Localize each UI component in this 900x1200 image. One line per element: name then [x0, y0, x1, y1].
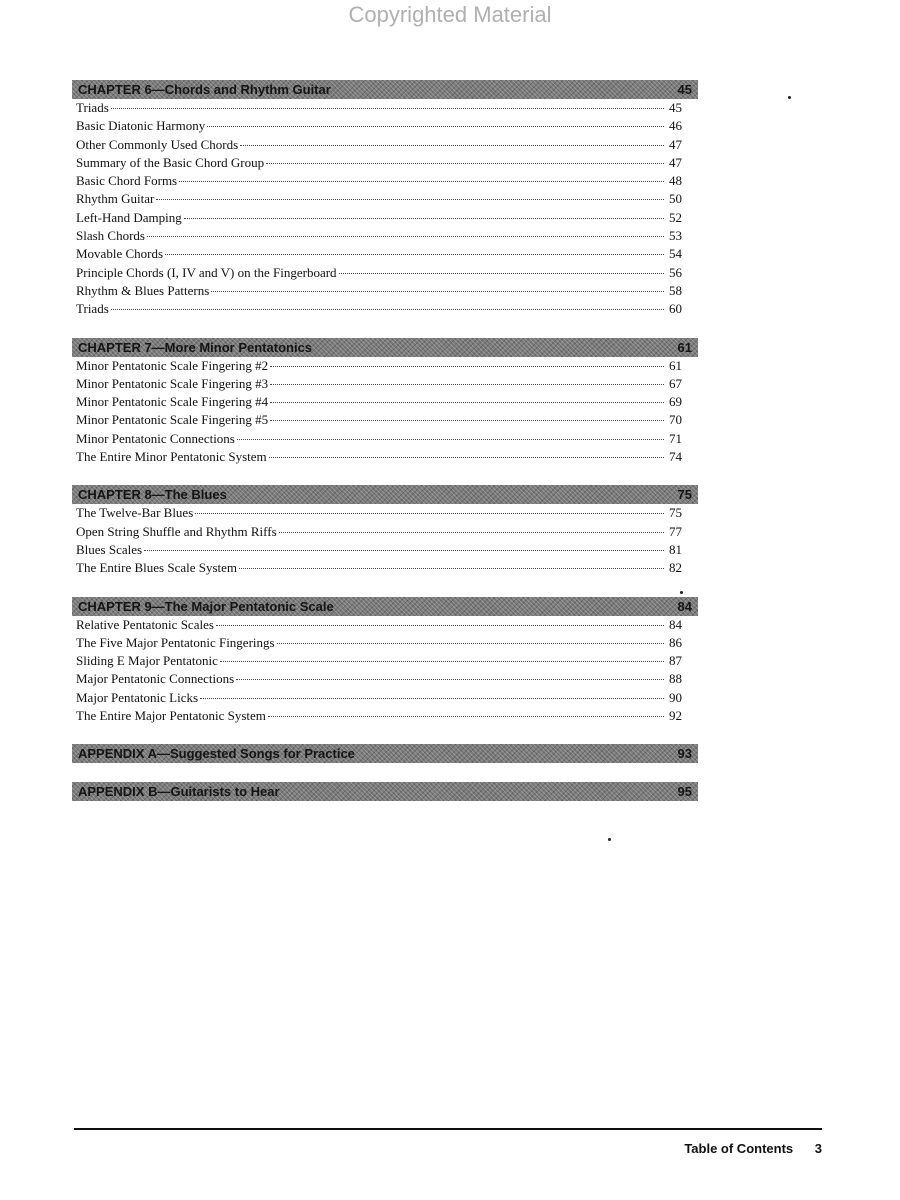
entry-title: Triads [76, 301, 109, 317]
footer-label: Table of Contents [684, 1141, 794, 1156]
entry-title: Principle Chords (I, IV and V) on the Fingerboard [76, 264, 337, 280]
dot-leader [144, 550, 664, 551]
entry-page: 81 [669, 541, 682, 557]
entry-title: Rhythm Guitar [76, 191, 155, 207]
entry-title: Relative Pentatonic Scales [76, 616, 214, 632]
entry-title: Minor Pentatonic Scale Fingering #3 [76, 375, 269, 391]
entry-page: 56 [669, 264, 682, 280]
entry-page: 50 [669, 191, 682, 207]
dot-leader [211, 291, 664, 292]
dot-leader [156, 199, 664, 200]
toc-entry[interactable] [72, 671, 698, 689]
dot-leader [268, 716, 664, 717]
toc-entry[interactable] [72, 449, 698, 467]
toc-entry[interactable] [72, 690, 698, 708]
entry-page: 61 [669, 357, 682, 373]
entry-page: 45 [669, 100, 682, 115]
dot-leader [236, 679, 664, 680]
chapter-page: 84 [677, 598, 692, 614]
dot-leader [266, 163, 664, 164]
entry-title: Movable Chords [76, 246, 164, 262]
chapter-title: CHAPTER 9—The Major Pentatonic Scale [78, 598, 334, 614]
entry-page: 92 [669, 708, 682, 724]
dot-leader [179, 181, 664, 182]
chapter-section [72, 485, 698, 578]
toc-entry[interactable] [72, 431, 698, 449]
dot-leader [237, 439, 664, 440]
toc-entry[interactable] [72, 653, 698, 671]
dot-leader [279, 532, 664, 533]
appendix-page: 93 [677, 746, 692, 762]
appendix-title: APPENDIX B—Guitarists to Hear [78, 784, 280, 800]
toc-entry[interactable] [72, 155, 698, 173]
toc-entry[interactable] [72, 412, 698, 430]
table-of-contents [72, 80, 698, 820]
entry-title: Basic Chord Forms [76, 173, 178, 189]
toc-entry[interactable] [72, 191, 698, 209]
dot-leader [165, 254, 664, 255]
toc-entry[interactable] [72, 394, 698, 412]
entry-title: Slash Chords [76, 228, 145, 244]
entry-page: 71 [669, 430, 682, 446]
dot-leader [200, 698, 664, 699]
chapter-page: 75 [677, 487, 692, 503]
entry-page: 47 [669, 136, 682, 152]
entry-title: Minor Pentatonic Scale Fingering #5 [76, 412, 269, 428]
entry-page: 70 [669, 412, 682, 428]
chapter-heading[interactable] [72, 597, 698, 616]
dot-leader [195, 513, 664, 514]
entry-title: Rhythm & Blues Patterns [76, 282, 210, 298]
dot-leader [111, 108, 664, 109]
entry-page: 48 [669, 173, 682, 189]
appendix-page: 95 [677, 784, 692, 800]
toc-entry[interactable] [72, 283, 698, 301]
toc-entry[interactable] [72, 560, 698, 578]
toc-entry[interactable] [72, 118, 698, 136]
chapter-title: CHAPTER 7—More Minor Pentatonics [78, 339, 313, 355]
entry-page: 74 [669, 449, 682, 465]
chapter-heading[interactable] [72, 338, 698, 357]
appendix-heading[interactable] [72, 744, 698, 763]
toc-entry[interactable] [72, 246, 698, 264]
toc-entry[interactable] [72, 137, 698, 155]
entry-title: Summary of the Basic Chord Group [76, 154, 265, 170]
chapter-section [72, 597, 698, 727]
entry-title: The Entire Minor Pentatonic System [76, 449, 267, 465]
entry-page: 86 [669, 634, 682, 650]
page-footer [684, 1141, 822, 1156]
dot-leader [270, 366, 664, 367]
entry-page: 52 [669, 209, 682, 225]
entry-page: 75 [669, 505, 682, 521]
dot-leader [239, 568, 664, 569]
entry-page: 47 [669, 154, 682, 170]
entry-page: 46 [669, 118, 682, 134]
dot-leader [147, 236, 664, 237]
entry-page: 60 [669, 301, 682, 317]
toc-entry[interactable] [72, 210, 698, 228]
entry-title: The Entire Blues Scale System [76, 560, 238, 576]
footer-page-number: 3 [814, 1141, 822, 1156]
scan-speck [680, 591, 683, 594]
entry-title: Minor Pentatonic Connections [76, 430, 235, 446]
toc-entry[interactable] [72, 635, 698, 653]
dot-leader [216, 625, 664, 626]
entry-page: 58 [669, 282, 682, 298]
entry-page: 88 [669, 671, 682, 687]
chapter-page: 45 [677, 82, 692, 97]
appendix-heading[interactable] [72, 782, 698, 801]
toc-entry[interactable] [72, 228, 698, 246]
entry-title: Left-Hand Damping [76, 209, 182, 225]
dot-leader [269, 457, 664, 458]
toc-entry[interactable] [72, 708, 698, 726]
toc-entry[interactable] [72, 505, 698, 523]
toc-entry[interactable] [72, 524, 698, 542]
entry-title: Major Pentatonic Connections [76, 671, 235, 687]
dot-leader [277, 643, 664, 644]
toc-entry[interactable] [72, 542, 698, 560]
toc-entry[interactable] [72, 358, 698, 376]
footer-rule [74, 1128, 822, 1130]
entry-title: Minor Pentatonic Scale Fingering #2 [76, 357, 269, 373]
toc-entry[interactable] [72, 301, 698, 319]
dot-leader [240, 145, 664, 146]
entry-page: 53 [669, 228, 682, 244]
entry-page: 87 [669, 653, 682, 669]
entry-page: 90 [669, 689, 682, 705]
entry-title: The Five Major Pentatonic Fingerings [76, 634, 275, 650]
chapter-section [72, 338, 698, 468]
entry-title: Other Commonly Used Chords [76, 136, 239, 152]
toc-entry[interactable] [72, 100, 698, 118]
entry-title: The Entire Major Pentatonic System [76, 708, 266, 724]
entry-page: 77 [669, 523, 682, 539]
scan-speck [608, 838, 611, 841]
entry-page: 84 [669, 616, 682, 632]
chapter-title: CHAPTER 6—Chords and Rhythm Guitar [78, 82, 331, 97]
toc-entry[interactable] [72, 173, 698, 191]
entry-page: 69 [669, 394, 682, 410]
toc-entry[interactable] [72, 376, 698, 394]
dot-leader [220, 661, 664, 662]
dot-leader [111, 309, 664, 310]
toc-entry[interactable] [72, 265, 698, 283]
chapter-page: 61 [677, 339, 692, 355]
chapter-heading[interactable] [72, 485, 698, 504]
appendix-title: APPENDIX A—Suggested Songs for Practice [78, 746, 355, 762]
entry-title: The Twelve-Bar Blues [76, 505, 194, 521]
dot-leader [184, 218, 664, 219]
chapter-heading[interactable] [72, 80, 698, 99]
chapter-title: CHAPTER 8—The Blues [78, 487, 227, 503]
entry-title: Sliding E Major Pentatonic [76, 653, 218, 669]
toc-entry[interactable] [72, 617, 698, 635]
dot-leader [270, 402, 664, 403]
entry-page: 82 [669, 560, 682, 576]
entry-title: Major Pentatonic Licks [76, 689, 199, 705]
entry-title: Basic Diatonic Harmony [76, 118, 206, 134]
chapter-section [72, 80, 698, 320]
dot-leader [270, 420, 664, 421]
dot-leader [207, 126, 664, 127]
entry-page: 67 [669, 375, 682, 391]
entry-title: Minor Pentatonic Scale Fingering #4 [76, 394, 269, 410]
appendix-list [72, 744, 698, 801]
dot-leader [270, 384, 664, 385]
copyright-watermark: Copyrighted Material [348, 2, 552, 27]
entry-title: Open String Shuffle and Rhythm Riffs [76, 523, 277, 539]
dot-leader [339, 273, 664, 274]
scan-speck [788, 96, 791, 99]
entry-page: 54 [669, 246, 682, 262]
entry-title: Blues Scales [76, 541, 143, 557]
chapter-list [72, 80, 698, 726]
entry-title: Triads [76, 100, 109, 115]
